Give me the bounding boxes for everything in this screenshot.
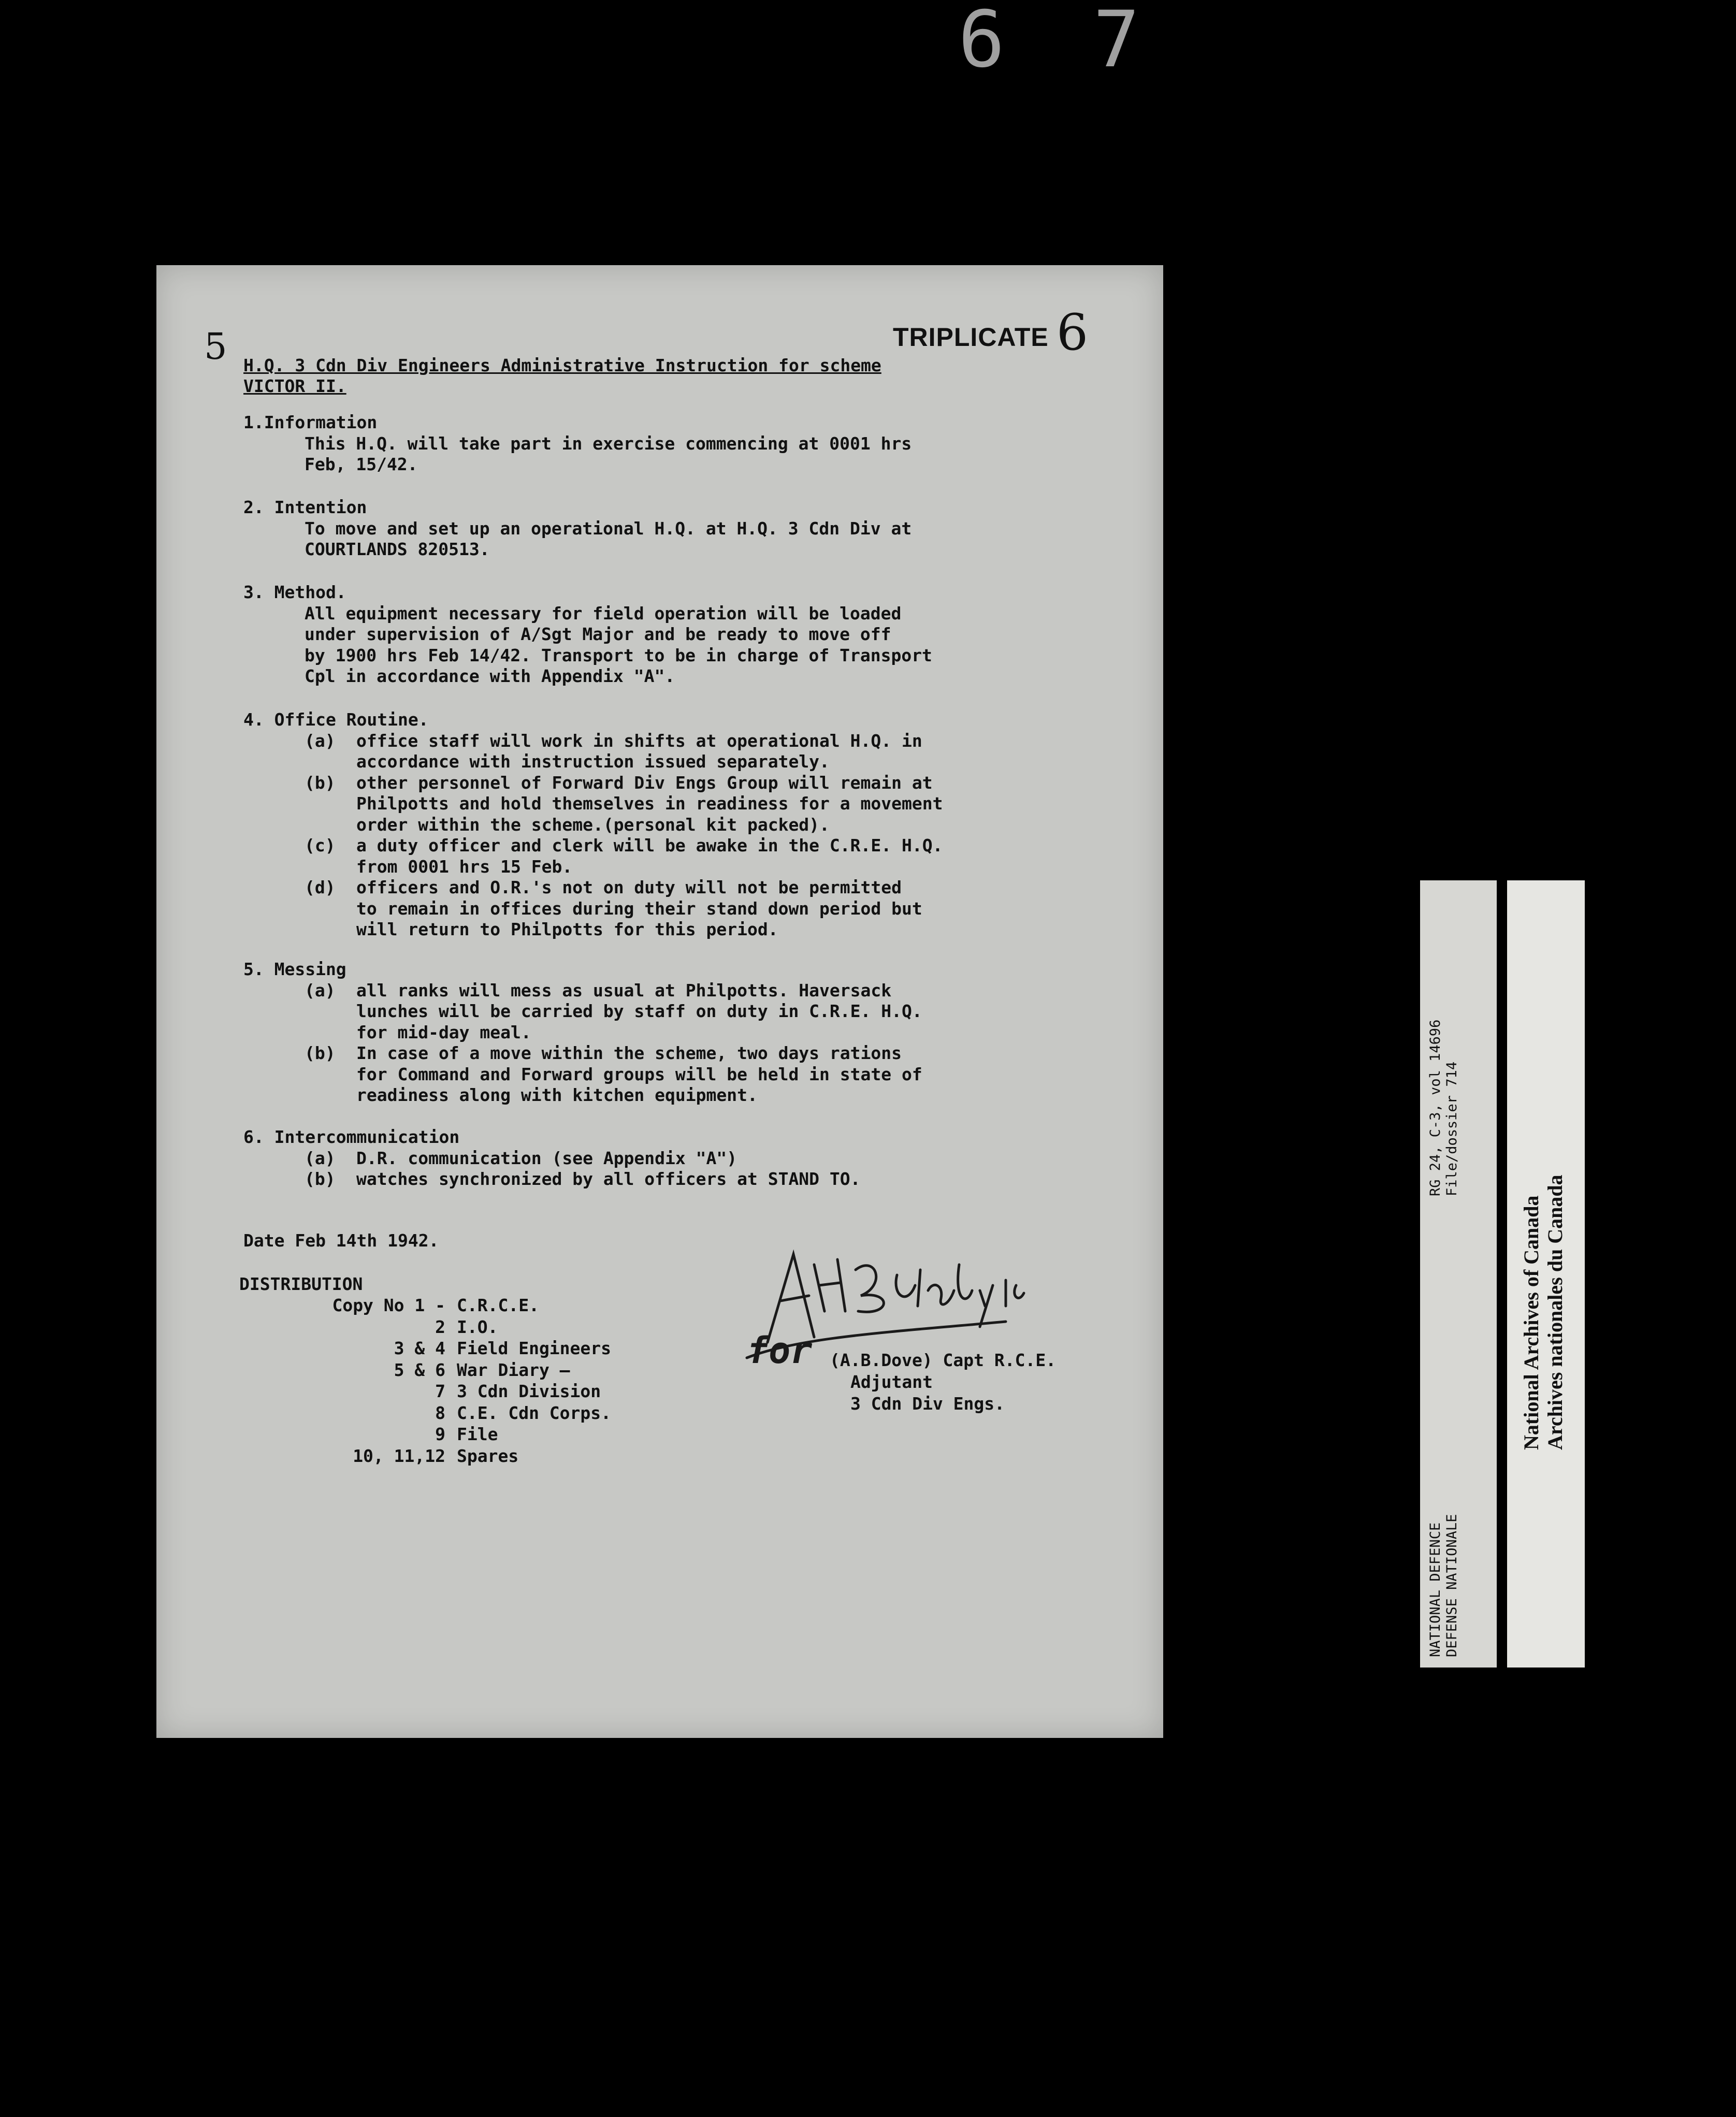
title-line-1: H.Q. 3 Cdn Div Engineers Administrative Instruction for scheme — [243, 355, 881, 375]
item-text: D.R. communication (see Appendix "A") — [356, 1148, 737, 1168]
copy-number: 5 & 6 — [394, 1359, 445, 1380]
copy-destination: File — [457, 1424, 498, 1444]
distribution-heading: DISTRIBUTION — [239, 1274, 363, 1294]
item-text: watches synchronized by all officers at STAND TO. — [356, 1169, 861, 1189]
distribution-list — [300, 1295, 611, 1467]
triplicate-stamp: TRIPLICATE — [893, 323, 1049, 352]
copy-destination: Spares — [457, 1445, 519, 1466]
list-item — [243, 731, 1124, 773]
copy-number: 3 & 4 — [394, 1338, 445, 1358]
distribution-row — [300, 1359, 611, 1381]
item-label: (c) — [305, 835, 336, 856]
frame-marker: 6 7 — [958, 0, 1161, 85]
list-item — [243, 773, 1124, 836]
section-heading: 5. Messing — [243, 959, 346, 979]
corner-number: 5 — [204, 325, 227, 368]
section-office-routine — [243, 709, 1124, 940]
copy-destination: C.R.C.E. — [457, 1295, 539, 1315]
item-label: (b) — [305, 772, 336, 793]
document-page — [156, 265, 1163, 1738]
copy-destination: C.E. Cdn Corps. — [457, 1402, 612, 1423]
section-line: Feb, 15/42. — [305, 454, 418, 474]
item-text: a duty officer and clerk will be awake in the C.R.E. H.Q. from 0001 hrs 15 Feb. — [356, 835, 943, 877]
section-intercommunication — [243, 1127, 1124, 1190]
section-heading: 1.Information — [243, 412, 378, 432]
section-heading: 4. Office Routine. — [243, 709, 429, 730]
section-line: under supervision of A/Sgt Major and be ready to move off — [305, 624, 891, 644]
item-label: (a) — [305, 980, 336, 1001]
copy-destination: 3 Cdn Division — [457, 1381, 601, 1401]
item-text: all ranks will mess as usual at Philpotts. Haversack lunches will be carried by staff on duty in C.R.E. H.Q. for mid-day meal. — [356, 980, 922, 1042]
item-text: In case of a move within the scheme, two days rations for Command and Forward groups will be held in state of readiness along with kitchen equipment. — [356, 1043, 922, 1105]
document-date: Date Feb 14th 1942. — [243, 1230, 439, 1251]
section-information — [243, 412, 1124, 475]
page-number: 6 — [1057, 303, 1089, 361]
list-item — [243, 877, 1124, 940]
signature-block — [830, 1350, 1056, 1415]
distribution-row — [300, 1445, 611, 1467]
item-text: officers and O.R.'s not on duty will not be permitted to remain in offices during their stand down period but will return to Philpotts for this period. — [356, 877, 922, 939]
section-line: This H.Q. will take part in exercise commencing at 0001 hrs — [305, 433, 912, 454]
item-text: other personnel of Forward Div Engs Group will remain at Philpotts and hold themselves in readiness for a movement order within the scheme.(personal kit packed). — [356, 772, 943, 835]
copy-number: 10, 11,12 — [353, 1445, 445, 1466]
item-label: (a) — [305, 730, 336, 751]
copy-number: Copy No 1 - — [332, 1295, 445, 1315]
archives-name: National Archives of Canada Archives nationales du Canada — [1520, 1174, 1567, 1450]
signatory-name: (A.B.Dove) Capt R.C.E. — [830, 1350, 1057, 1370]
copy-number: 9 — [435, 1424, 445, 1444]
section-line: All equipment necessary for field operation will be loaded — [305, 603, 902, 624]
section-messing — [243, 959, 1124, 1106]
distribution-row — [300, 1338, 611, 1359]
document-title — [243, 355, 1062, 397]
section-heading: 2. Intention — [243, 497, 367, 517]
copy-number: 8 — [435, 1402, 445, 1423]
signatory-role: Adjutant — [850, 1372, 933, 1392]
reference-label: RG 24, C-3, vol 14696 File/dossier 714 — [1427, 1019, 1460, 1196]
section-line: To move and set up an operational H.Q. at H.Q. 3 Cdn Div at — [305, 518, 912, 539]
list-item — [243, 1043, 1124, 1106]
section-heading: 6. Intercommunication — [243, 1127, 460, 1147]
defence-label: NATIONAL DEFENCE DEFENSE NATIONALE — [1427, 1514, 1460, 1657]
section-line: COURTLANDS 820513. — [305, 539, 490, 559]
item-label: (a) — [305, 1148, 336, 1168]
section-method — [243, 582, 1124, 687]
national-archives-label — [1507, 880, 1585, 1668]
archive-reference-label — [1420, 880, 1497, 1668]
section-line: by 1900 hrs Feb 14/42. Transport to be in charge of Transport — [305, 645, 932, 665]
copy-destination: I.O. — [457, 1316, 498, 1337]
copy-number: 7 — [435, 1381, 445, 1401]
item-label: (d) — [305, 877, 336, 897]
distribution-row — [300, 1316, 611, 1338]
list-item — [243, 1169, 1124, 1190]
item-text: office staff will work in shifts at operational H.Q. in accordance with instruction issued separately. — [356, 730, 922, 772]
section-line: Cpl in accordance with Appendix "A". — [305, 666, 675, 686]
item-label: (b) — [305, 1043, 336, 1063]
section-intention — [243, 497, 1124, 560]
list-item — [243, 980, 1124, 1043]
copy-destination: War Diary — — [457, 1359, 570, 1380]
distribution-row — [300, 1402, 611, 1424]
signature-for-text: for — [747, 1329, 813, 1368]
handwritten-signature — [736, 1234, 1026, 1368]
list-item — [243, 1148, 1124, 1169]
signatory-unit: 3 Cdn Div Engs. — [850, 1394, 1005, 1414]
distribution-row — [300, 1295, 611, 1316]
distribution-row — [300, 1381, 611, 1402]
distribution-row — [300, 1424, 611, 1445]
item-label: (b) — [305, 1169, 336, 1189]
copy-number: 2 — [435, 1316, 445, 1337]
section-heading: 3. Method. — [243, 582, 346, 602]
title-line-2: VICTOR II. — [243, 376, 346, 396]
copy-destination: Field Engineers — [457, 1338, 612, 1358]
list-item — [243, 835, 1124, 877]
